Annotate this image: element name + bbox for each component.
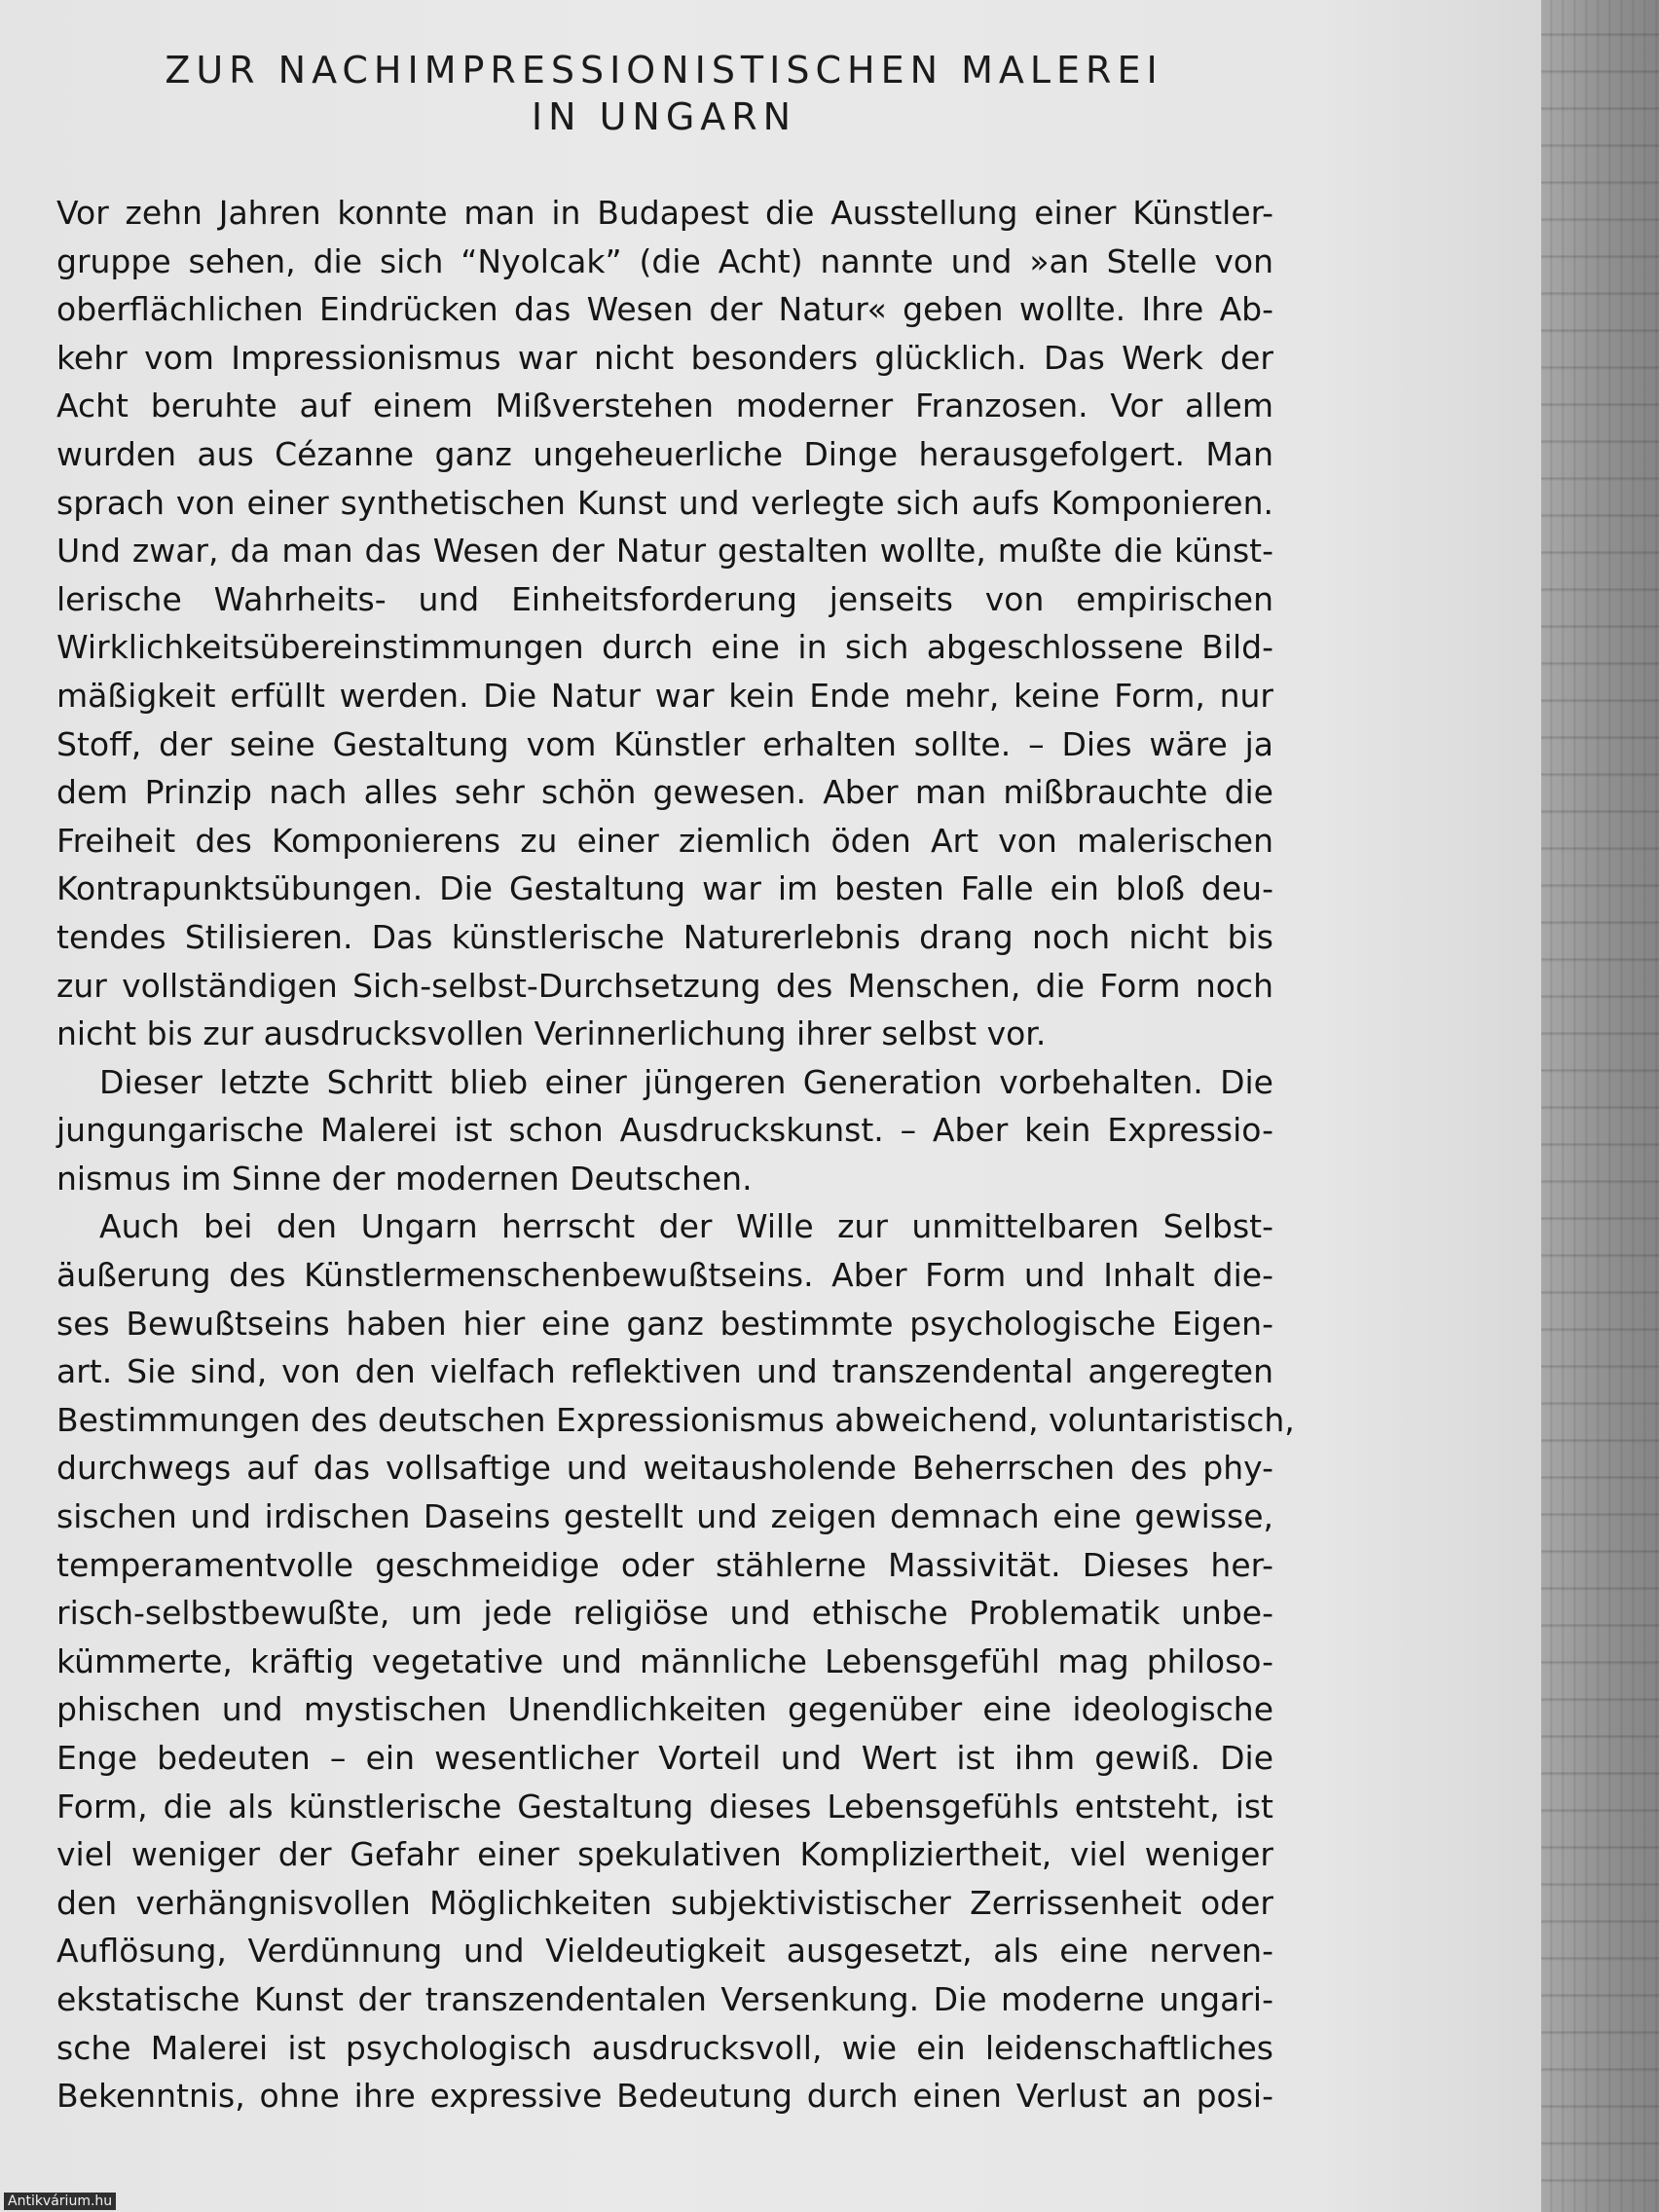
text-line: zur vollständigen Sich-selbst-Durchsetzung des Menschen, die Form noch bbox=[56, 966, 1273, 1005]
text-line: wurden aus Cézanne ganz ungeheuerliche Dinge herausgefolgert. Man bbox=[56, 434, 1273, 473]
text-line: Bestimmungen des deutschen Expressionismus abweichend, voluntaristisch, bbox=[56, 1400, 1295, 1439]
text-line: art. Sie sind, von den vielfach reflektiven und transzendental angeregten bbox=[56, 1352, 1273, 1391]
paragraph-1 bbox=[56, 189, 1273, 1058]
text-line: nismus im Sinne der modernen Deutschen. bbox=[56, 1159, 753, 1198]
paragraph-3 bbox=[56, 1202, 1295, 2120]
text-line: gruppe sehen, die sich “Nyolcak” (die Acht) nannte und »an Stelle von bbox=[56, 241, 1273, 280]
text-line: phischen und mystischen Unendlichkeiten gegenüber eine ideologische bbox=[56, 1690, 1273, 1729]
text-line: jungungarische Malerei ist schon Ausdruckskunst. – Aber kein Expressio- bbox=[56, 1111, 1273, 1150]
text-line: ekstatische Kunst der transzendentalen Versenkung. Die moderne ungari- bbox=[56, 1979, 1273, 2018]
text-line: tendes Stilisieren. Das künstlerische Naturerlebnis drang noch nicht bis bbox=[56, 917, 1273, 956]
text-line: kehr vom Impressionismus war nicht besonders glücklich. Das Werk der bbox=[56, 338, 1273, 377]
watermark: Antikvárium.hu bbox=[4, 2193, 116, 2210]
text-line: sprach von einer synthetischen Kunst und verlegte sich aufs Komponieren. bbox=[56, 483, 1273, 522]
text-line: temperamentvolle geschmeidige oder stählerne Massivität. Dieses her- bbox=[56, 1545, 1273, 1584]
text-line: Freiheit des Komponierens zu einer ziemlich öden Art von malerischen bbox=[56, 821, 1273, 860]
text-line: viel weniger der Gefahr einer spekulativen Kompliziertheit, viel weniger bbox=[56, 1835, 1273, 1874]
text-line: Bekenntnis, ohne ihre expressive Bedeutung durch einen Verlust an posi- bbox=[56, 2077, 1273, 2116]
text-line: Dieser letzte Schritt blieb einer jüngeren Generation vorbehalten. Die bbox=[99, 1062, 1273, 1101]
text-line: Stoff, der seine Gestaltung vom Künstler erhalten sollte. – Dies wäre ja bbox=[56, 724, 1273, 763]
text-line: risch-selbstbewußte, um jede religiöse und ethische Problematik unbe- bbox=[56, 1594, 1273, 1633]
text-line: lerische Wahrheits- und Einheitsforderung jenseits von empirischen bbox=[56, 579, 1273, 618]
text-line: Und zwar, da man das Wesen der Natur gestalten wollte, mußte die künst- bbox=[56, 532, 1273, 571]
text-line: sischen und irdischen Daseins gestellt und zeigen demnach eine gewisse, bbox=[56, 1497, 1273, 1536]
text-line: kümmerte, kräftig vegetative und männliche Lebensgefühl mag philoso- bbox=[56, 1641, 1273, 1680]
text-line: Wirklichkeitsübereinstimmungen durch eine in sich abgeschlossene Bild- bbox=[56, 628, 1273, 667]
text-line: mäßigkeit erfüllt werden. Die Natur war kein Ende mehr, keine Form, nur bbox=[56, 676, 1273, 715]
text-line: Auflösung, Verdünnung und Vieldeutigkeit ausgesetzt, als eine nerven- bbox=[56, 1932, 1273, 1971]
text-line: Kontrapunktsübungen. Die Gestaltung war im besten Falle ein bloß deu- bbox=[56, 869, 1273, 908]
text-line: ses Bewußtseins haben hier eine ganz bestimmte psychologische Eigen- bbox=[56, 1304, 1273, 1343]
text-line: Acht beruhte auf einem Mißverstehen moderner Franzosen. Vor allem bbox=[56, 387, 1273, 425]
text-line: den verhängnisvollen Möglichkeiten subjektivistischer Zerrissenheit oder bbox=[56, 1883, 1273, 1922]
text-line: Vor zehn Jahren konnte man in Budapest die Ausstellung einer Künstler- bbox=[56, 194, 1273, 232]
text-line: Auch bei den Ungarn herrscht der Wille zur unmittelbaren Selbst- bbox=[99, 1207, 1273, 1246]
paragraph-2 bbox=[56, 1058, 1273, 1203]
text-line: Enge bedeuten – ein wesentlicher Vorteil und Wert ist ihm gewiß. Die bbox=[56, 1739, 1273, 1777]
text-line: nicht bis zur ausdrucksvollen Verinnerlichung ihrer selbst vor. bbox=[56, 1014, 1047, 1053]
text-line: äußerung des Künstlermenschenbewußtseins. Aber Form und Inhalt die- bbox=[56, 1256, 1273, 1295]
text-line: sche Malerei ist psychologisch ausdrucksvoll, wie ein leidenschaftliches bbox=[56, 2028, 1273, 2067]
text-line: durchwegs auf das vollsaftige und weitausholende Beherrschen des phy- bbox=[56, 1449, 1273, 1488]
adjacent-page-edge bbox=[1541, 0, 1659, 2212]
page-title-line-1: ZUR NACHIMPRESSIONISTISCHEN MALEREI bbox=[165, 49, 1163, 92]
text-line: Form, die als künstlerische Gestaltung dieses Lebensgefühls entsteht, ist bbox=[56, 1787, 1273, 1825]
body-text bbox=[56, 189, 1295, 2120]
text-line: dem Prinzip nach alles sehr schön gewesen. Aber man mißbrauchte die bbox=[56, 773, 1273, 812]
text-line: oberflächlichen Eindrücken das Wesen der Natur« geben wollte. Ihre Ab- bbox=[56, 290, 1273, 329]
page-title-line-2: IN UNGARN bbox=[531, 95, 797, 138]
